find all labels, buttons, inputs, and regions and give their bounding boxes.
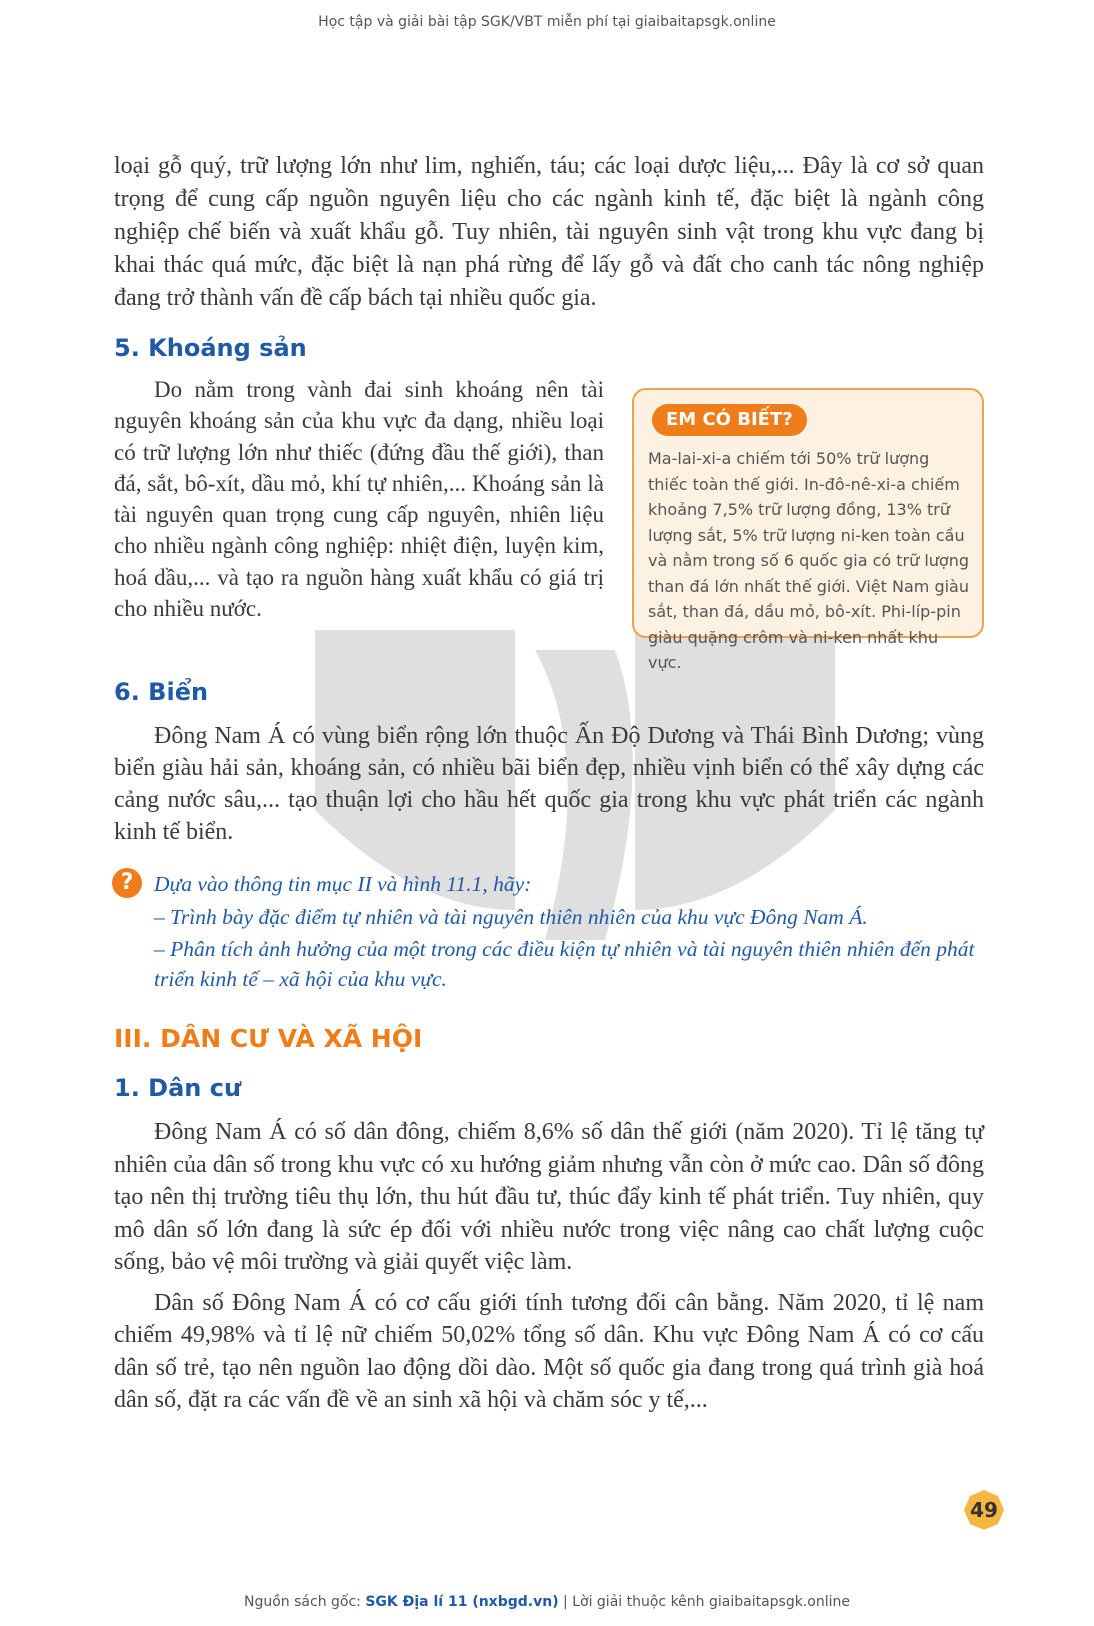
section-heading-population: 1. Dân cư [114,1074,242,1102]
population-paragraph-2: Dân số Đông Nam Á có cơ cấu giới tính tương đối cân bằng. Năm 2020, tỉ lệ nam chiếm 49,98% và tỉ lệ nữ chiếm 50,02% tổng số dân. Khu vực Đông Nam Á có cơ cấu dân số trẻ, tạo nên nguồn lao động dồi dào. Một số quốc gia đang trong quá trình già hoá dân số, đặt ra các vấn đề về an sinh xã hội và chăm sóc y tế,... [114,1289,984,1413]
page-number-badge [963,1489,1005,1531]
sea-paragraph: Đông Nam Á có vùng biển rộng lớn thuộc Ấn Độ Dương và Thái Bình Dương; vùng biển giàu hải sản, khoáng sản, có nhiều bãi biển đẹp, nhiều vịnh biển có thể xây dựng các cảng nước sâu,... tạo thuận lợi cho hầu hết quốc gia trong khu vực phát triển các ngành kinh tế biển. [114,723,984,845]
footer-source-link[interactable]: SGK Địa lí 11 (nxbgd.vn) [365,1594,559,1610]
question-item: – Phân tích ảnh hưởng của một trong các điều kiện tự nhiên và tài nguyên thiên nhiên đến phát triển kinh tế – xã hội của khu vực. [154,937,975,991]
minerals-block [114,374,604,624]
footer-prefix: Nguồn sách gốc: [244,1594,361,1610]
did-you-know-box [632,388,984,672]
footer-suffix: | Lời giải thuộc kênh giaibaitapsgk.online [563,1594,850,1610]
minerals-paragraph: Do nằm trong vành đai sinh khoáng nên tài nguyên khoáng sản của khu vực đa dạng, nhiều loại có trữ lượng lớn như thiếc (đứng đầu thế giới), than đá, sắt, bô-xít, dầu mỏ, khí tự nhiên,... Khoáng sản là tài nguyên quan trọng cung cấp nguyên, nhiên liệu cho nhiều ngành công nghiệp: nhiệt điện, luyện kim, hoá dầu,... và tạo ra nguồn hàng xuất khẩu có giá trị cho nhiều nước. [114,377,604,622]
chapter-heading-population-society: III. DÂN CƯ VÀ XÃ HỘI [114,1024,423,1053]
page-number: 49 [970,1498,998,1522]
question-icon: ? [112,868,142,898]
did-you-know-tag: EM CÓ BIẾT? [652,404,807,436]
section-heading-sea: 6. Biển [114,678,209,706]
footer [0,1594,1094,1610]
did-you-know-text: Ma-lai-xi-a chiếm tới 50% trữ lượng thiếc toàn thế giới. In-đô-nê-xi-a chiếm khoảng 7,5% trữ lượng đồng, 13% trữ lượng sắt, 5% trữ lượng ni-ken toàn cầu và nằm trong số 6 quốc gia có trữ lượng than đá lớn nhất thế giới. Việt Nam giàu sắt, than đá, dầu mỏ, bô-xít. Phi-líp-pin giàu quặng crôm và ni-ken nhất khu vực. [648,449,970,672]
section-heading-minerals: 5. Khoáng sản [114,334,307,362]
question-intro: Dựa vào thông tin mục II và hình 11.1, hãy: [154,872,532,896]
site-note: Học tập và giải bài tập SGK/VBT miễn phí tại giaibaitapsgk.online [318,14,776,30]
population-block [114,1116,984,1417]
population-paragraph-1: Đông Nam Á có số dân đông, chiếm 8,6% số dân thế giới (năm 2020). Tỉ lệ tăng tự nhiên của dân số trong khu vực có xu hướng giảm nhưng vẫn còn ở mức cao. Dân số đông tạo nên thị trường tiêu thụ lớn, thu hút đầu tư, thúc đẩy kinh tế phát triển. Tuy nhiên, quy mô dân số lớn đang là sức ép đối với nhiều nước trong việc nâng cao chất lượng cuộc sống, bảo vệ môi trường và giải quyết việc làm. [114,1119,984,1275]
intro-block [114,150,984,315]
question-item: – Trình bày đặc điểm tự nhiên và tài nguyên thiên nhiên của khu vực Đông Nam Á. [154,905,868,929]
sea-block [114,720,984,848]
question-block [114,868,984,994]
intro-paragraph: loại gỗ quý, trữ lượng lớn như lim, nghiến, táu; các loại dược liệu,... Đây là cơ sở quan trọng để cung cấp nguồn nguyên liệu cho các ngành kinh tế, đặc biệt là ngành công nghiệp chế biến và xuất khẩu gỗ. Tuy nhiên, tài nguyên sinh vật trong khu vực đang bị khai thác quá mức, đặc biệt là nạn phá rừng để lấy gỗ và đất cho canh tác nông nghiệp đang trở thành vấn đề cấp bách tại nhiều quốc gia. [114,153,984,311]
